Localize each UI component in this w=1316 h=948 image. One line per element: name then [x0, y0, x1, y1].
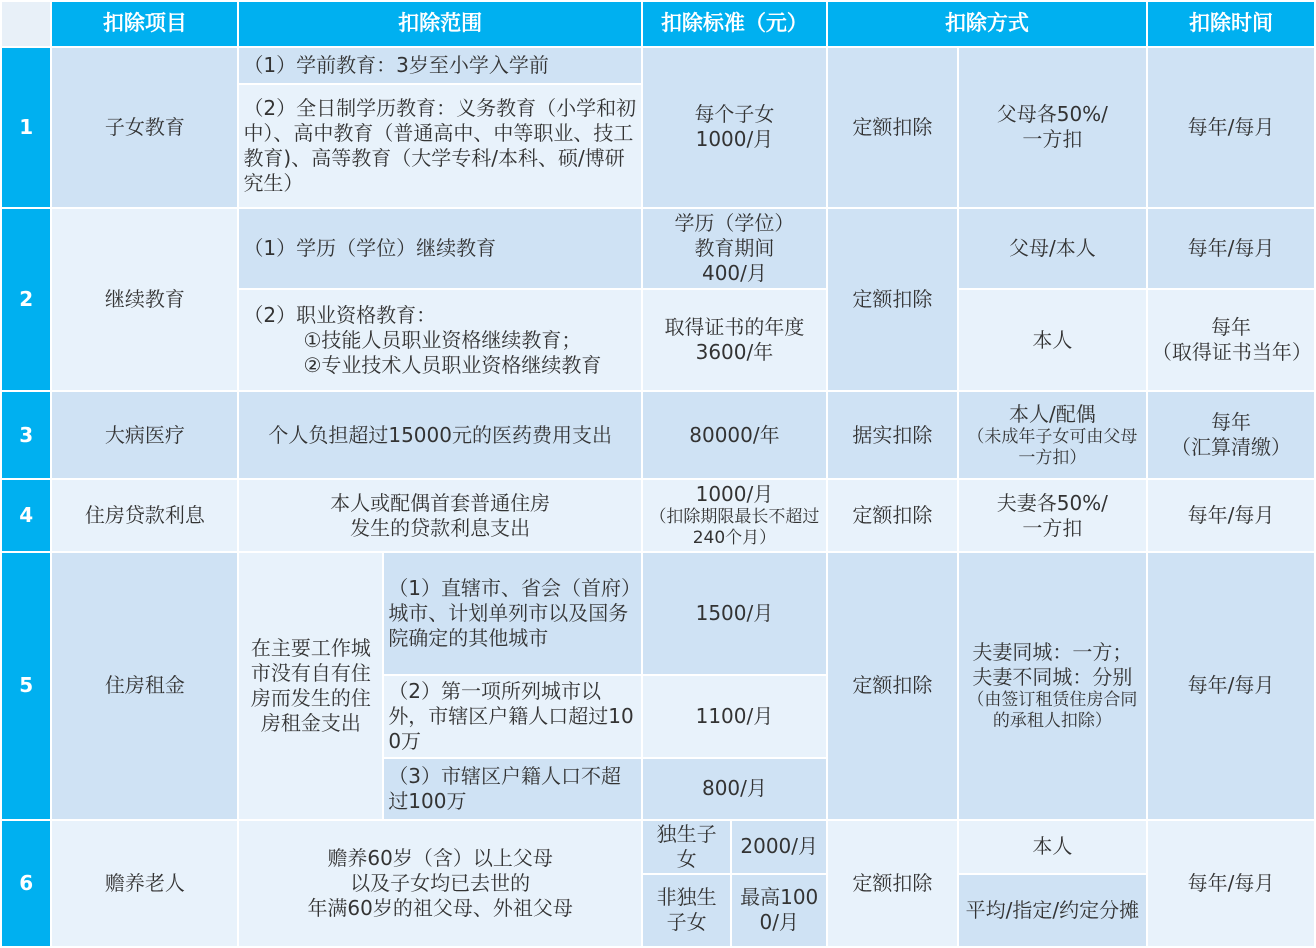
row-4-standard-line-2: （扣除期限最长不超过240个月）	[649, 507, 820, 549]
row-3-time-line-1: 每年	[1210, 410, 1251, 435]
row-2-scope-2	[239, 290, 640, 390]
row-5-method: 定额扣除	[828, 553, 957, 818]
header-time: 扣除时间	[1148, 2, 1314, 46]
row-4-scope-line-1: 本人或配偶首套普通住房	[330, 490, 551, 515]
row-6-number: 6	[2, 821, 50, 947]
row-1-scope-2: （2）全日制学历教育：义务教育（小学和初中）、高中教育（普通高中、中等职业、技工教育)、高等教育（大学专科/本科、硕/博研究生）	[239, 85, 640, 207]
row-1-scope-1: （1）学前教育：3岁至小学入学前	[239, 48, 640, 83]
row-6-party-2: 平均/指定/约定分摊	[959, 875, 1146, 947]
row-2-scope-2-title: （2）职业资格教育：	[243, 302, 437, 327]
row-2-scope-2-item-a: ①技能人员职业资格继续教育；	[303, 327, 582, 352]
row-5-party-line-1: 夫妻同城：一方；	[972, 639, 1133, 664]
row-6-scope-line-3: 年满60岁的祖父母、外祖父母	[307, 895, 573, 920]
row-6-party-1: 本人	[959, 821, 1146, 873]
row-4-time: 每年/每月	[1148, 480, 1314, 551]
row-4-standard-line-1: 1000/月	[695, 482, 774, 507]
row-5-sub-1: （1）直辖市、省会（首府）城市、计划单列市以及国务院确定的其他城市	[384, 553, 641, 673]
row-3-party	[959, 392, 1146, 478]
row-1-standard-line-2: 1000/月	[695, 127, 774, 152]
row-2-time-2	[1148, 290, 1314, 390]
row-2-item: 继续教育	[52, 209, 237, 390]
row-2-standard-2-line-1: 取得证书的年度	[664, 315, 805, 340]
row-2-method: 定额扣除	[828, 209, 957, 390]
row-6-item: 赡养老人	[52, 821, 237, 947]
row-6-sub-1: 独生子女	[643, 821, 731, 873]
row-1-method: 定额扣除	[828, 48, 957, 207]
row-6-standard-2: 最高1000/月	[732, 875, 826, 947]
header-standard: 扣除标准（元）	[643, 2, 826, 46]
row-5-party	[959, 553, 1146, 818]
row-6-scope	[239, 821, 640, 947]
row-5-sub-2: （2）第一项所列城市以外，市辖区户籍人口超过100万	[384, 676, 641, 758]
row-6-time: 每年/每月	[1148, 821, 1314, 947]
row-6-scope-line-1: 赡养60岁（含）以上父母	[327, 845, 553, 870]
row-6-scope-line-2: 以及子女均已去世的	[350, 870, 531, 895]
header-scope: 扣除范围	[239, 2, 640, 46]
row-5-scope: 在主要工作城市没有自有住房而发生的住房租金支出	[239, 553, 382, 818]
row-3-standard: 80000/年	[643, 392, 826, 478]
row-1-item: 子女教育	[52, 48, 237, 207]
row-5-item: 住房租金	[52, 553, 237, 818]
row-4-scope-line-2: 发生的贷款利息支出	[350, 515, 531, 540]
row-4-party-line-2: 一方扣	[1022, 515, 1083, 540]
row-5-standard-1: 1500/月	[643, 553, 826, 673]
row-6-sub-2: 非独生子女	[643, 875, 731, 947]
row-2-time-2-line-1: 每年	[1210, 315, 1251, 340]
row-3-number: 3	[2, 392, 50, 478]
row-2-standard-1	[643, 209, 826, 289]
row-4-item: 住房贷款利息	[52, 480, 237, 551]
row-2-party-2: 本人	[959, 290, 1146, 390]
row-2-standard-1-line-3: 400/月	[701, 261, 767, 286]
row-1-party-line-1: 父母各50%/	[996, 102, 1108, 127]
row-6-standard-1: 2000/月	[732, 821, 826, 873]
row-2-number: 2	[2, 209, 50, 390]
row-1-number: 1	[2, 48, 50, 207]
row-4-method: 定额扣除	[828, 480, 957, 551]
row-2-time-2-line-2: （取得证书当年）	[1151, 340, 1312, 365]
row-2-party-1: 父母/本人	[959, 209, 1146, 289]
row-5-time: 每年/每月	[1148, 553, 1314, 818]
row-4-party-line-1: 夫妻各50%/	[996, 490, 1108, 515]
row-5-party-line-2: 夫妻不同城：分别	[972, 664, 1133, 689]
row-2-time-1: 每年/每月	[1148, 209, 1314, 289]
row-3-time	[1148, 392, 1314, 478]
row-2-standard-1-line-1: 学历（学位）	[674, 211, 795, 236]
row-4-standard	[643, 480, 826, 551]
row-5-standard-2: 1100/月	[643, 676, 826, 758]
row-4-number: 4	[2, 480, 50, 551]
row-5-standard-3: 800/月	[643, 759, 826, 818]
row-2-standard-2-line-2: 3600/年	[695, 340, 774, 365]
row-5-party-line-3: （由签订租赁住房合同的承租人扣除）	[967, 689, 1138, 731]
header-item: 扣除项目	[52, 2, 237, 46]
row-2-standard-1-line-2: 教育期间	[694, 236, 775, 261]
row-3-scope: 个人负担超过15000元的医药费用支出	[239, 392, 640, 478]
row-3-time-line-2: （汇算清缴）	[1170, 435, 1291, 460]
row-4-party	[959, 480, 1146, 551]
row-1-standard-line-1: 每个子女	[694, 102, 775, 127]
row-2-scope-2-item-b: ②专业技术人员职业资格继续教育	[303, 352, 602, 377]
row-1-time: 每年/每月	[1148, 48, 1314, 207]
row-2-standard-2	[643, 290, 826, 390]
row-3-party-line-2: （未成年子女可由父母一方扣）	[967, 426, 1138, 468]
row-2-scope-1: （1）学历（学位）继续教育	[239, 209, 640, 289]
row-1-party-line-2: 一方扣	[1022, 127, 1083, 152]
row-3-party-line-1: 本人/配偶	[1008, 401, 1096, 426]
row-6-method: 定额扣除	[828, 821, 957, 947]
row-1-party	[959, 48, 1146, 207]
row-3-item: 大病医疗	[52, 392, 237, 478]
row-3-method: 据实扣除	[828, 392, 957, 478]
row-4-scope	[239, 480, 640, 551]
row-5-number: 5	[2, 553, 50, 818]
header-corner	[2, 2, 50, 46]
row-5-sub-3: （3）市辖区户籍人口不超过100万	[384, 759, 641, 818]
header-method: 扣除方式	[828, 2, 1146, 46]
row-1-standard	[643, 48, 826, 207]
